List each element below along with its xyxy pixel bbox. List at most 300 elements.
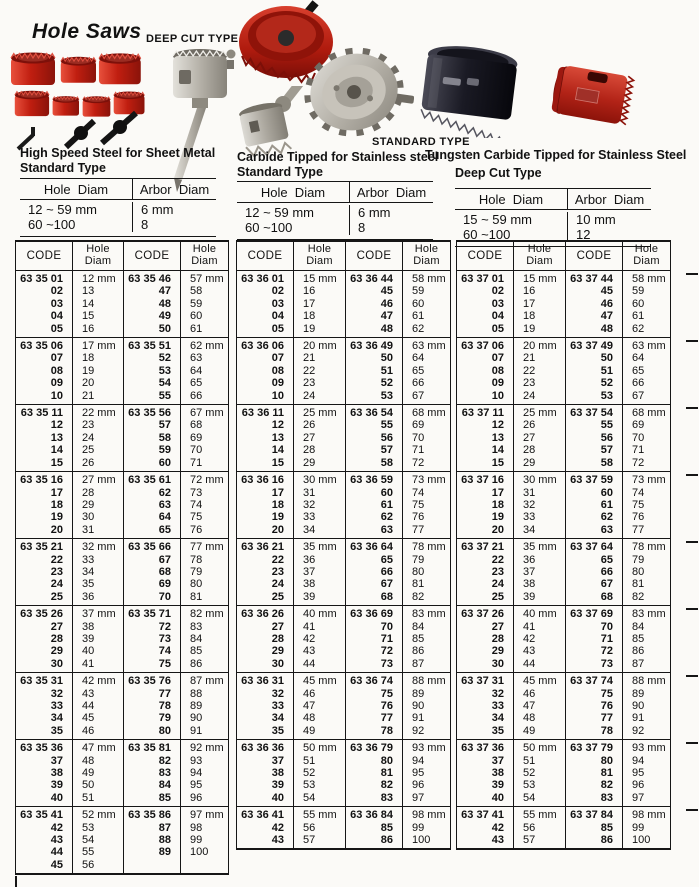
table-row: [237, 444, 451, 456]
hole-diam-cell: 27: [294, 432, 346, 444]
code-cell: 47: [346, 310, 403, 322]
hole-diam-cell: 55 mm: [294, 807, 346, 822]
code-cell: 63 37 49: [566, 338, 623, 353]
hole-diam-cell: 83 mm: [623, 606, 671, 621]
hole-diam-cell: 61: [403, 310, 451, 322]
code-cell: 10: [491, 389, 504, 402]
hole-diam-cell: 48: [514, 712, 566, 724]
hole-diam-cell: 47: [514, 700, 566, 712]
table-row: [457, 310, 671, 322]
code-block: [16, 807, 229, 875]
col-header-hole-diam: Hole Diam: [514, 241, 566, 271]
table-row: [237, 591, 451, 606]
hole-diam-cell: 26: [514, 419, 566, 431]
hole-diam-cell: 18: [73, 352, 124, 364]
hole-diam-cell: 71: [181, 457, 229, 472]
code-cell: 62: [124, 487, 181, 499]
spec-cell: 6 mm: [132, 202, 216, 217]
code-cell: 42: [271, 821, 284, 834]
hole-diam-cell: 62 mm: [181, 338, 229, 353]
table-row: [16, 621, 229, 633]
hole-diam-cell: 46: [514, 688, 566, 700]
section-heading-hss-1: High Speed Steel for Sheet Metal: [20, 146, 216, 160]
hole-diam-cell: 77: [403, 524, 451, 539]
code-cell: 85: [346, 822, 403, 834]
spec-row: [455, 212, 651, 227]
hole-diam-cell: 82: [403, 591, 451, 606]
hole-diam-cell: 60: [403, 298, 451, 310]
code-cell: 58: [124, 432, 181, 444]
hole-diam-cell: 86: [403, 645, 451, 657]
code-cell: 64: [124, 511, 181, 523]
hole-diam-cell: 42: [294, 633, 346, 645]
table-row: [237, 712, 451, 724]
code-cell: 73: [346, 658, 403, 673]
hole-diam-cell: 53: [73, 822, 124, 834]
code-block: [237, 673, 451, 740]
table-row: [457, 578, 671, 590]
code-cell: 63 35 41: [20, 809, 63, 822]
table-row: [237, 390, 451, 405]
code-cell: 05: [50, 322, 63, 335]
spec-cell: 8: [132, 217, 216, 232]
code-cell: 52: [124, 352, 181, 364]
code-cell: 63 36 41: [241, 809, 284, 822]
code-block: [237, 539, 451, 606]
table-row: [237, 298, 451, 310]
hole-diam-cell: 79: [623, 554, 671, 566]
table-row: [16, 673, 229, 688]
hole-diam-cell: 63: [181, 352, 229, 364]
table-header: [457, 241, 671, 271]
hole-diam-cell: 33: [73, 554, 124, 566]
code-cell: 63 36 44: [346, 271, 403, 286]
hole-diam-cell: [181, 859, 229, 874]
table-row: [16, 658, 229, 673]
table-row: [237, 338, 451, 353]
table-row: [237, 688, 451, 700]
spec-cell: 60 ~100: [245, 220, 293, 235]
hole-diam-cell: 97: [403, 792, 451, 807]
code-cell: 45: [50, 858, 63, 871]
scan-artifact-tick: [15, 876, 17, 887]
code-table-hss: [15, 240, 229, 875]
hole-diam-cell: 91: [181, 725, 229, 740]
hole-diam-cell: 43: [294, 645, 346, 657]
code-cell: 81: [346, 767, 403, 779]
hole-diam-cell: 25: [73, 444, 124, 456]
hole-diam-cell: 43: [514, 645, 566, 657]
hole-diam-cell: 90: [181, 712, 229, 724]
table-row: [457, 457, 671, 472]
hole-diam-cell: 90: [623, 700, 671, 712]
hole-diam-cell: 53: [294, 779, 346, 791]
hole-diam-cell: 32: [294, 499, 346, 511]
hole-diam-cell: 52 mm: [73, 807, 124, 822]
code-block: [457, 539, 671, 606]
hole-diam-cell: 24: [73, 432, 124, 444]
code-cell: 46: [346, 298, 403, 310]
code-cell: 79: [124, 712, 181, 724]
scan-artifact-dash: [686, 608, 698, 610]
code-cell: 02: [491, 285, 504, 298]
code-cell: 75: [346, 688, 403, 700]
code-cell: 56: [566, 432, 623, 444]
hole-diam-cell: 18: [514, 310, 566, 322]
table-row: [237, 310, 451, 322]
hole-diam-cell: 24: [294, 390, 346, 405]
code-cell: 63 37 41: [461, 809, 504, 822]
code-cell: 63 37 16: [461, 474, 504, 487]
hole-diam-cell: 19: [294, 323, 346, 338]
code-block: [16, 405, 229, 472]
code-cell: 63 36 31: [241, 675, 284, 688]
hole-diam-cell: 54: [514, 792, 566, 807]
table-row: [457, 645, 671, 657]
hole-diam-cell: 76: [403, 511, 451, 523]
hole-diam-cell: 88 mm: [623, 673, 671, 688]
code-cell: 42: [50, 821, 63, 834]
hole-diam-cell: 81: [623, 578, 671, 590]
col-header-code: CODE: [237, 241, 294, 271]
code-cell: 07: [50, 352, 63, 365]
code-cell: 17: [50, 486, 63, 499]
hole-diam-cell: 46: [294, 688, 346, 700]
table-row: [16, 390, 229, 405]
code-cell: 71: [566, 633, 623, 645]
code-cell: 69: [124, 578, 181, 590]
hole-diam-cell: 85: [623, 633, 671, 645]
hole-diam-cell: 99: [181, 834, 229, 846]
hole-diam-cell: 58 mm: [403, 271, 451, 286]
code-cell: 63: [346, 524, 403, 539]
code-cell: 76: [566, 700, 623, 712]
hole-diam-cell: 91: [623, 712, 671, 724]
code-cell: 63 36 36: [241, 742, 284, 755]
hole-diam-cell: 15: [73, 310, 124, 322]
table-row: [237, 432, 451, 444]
hole-diam-cell: 39: [294, 591, 346, 606]
hole-diam-cell: 41: [514, 621, 566, 633]
code-cell: 63 36 49: [346, 338, 403, 353]
tct-circular-cutter-image: [302, 40, 414, 144]
hole-diam-cell: 61: [181, 323, 229, 338]
table-row: [237, 755, 451, 767]
table-row: [16, 285, 229, 297]
code-cell: 75: [124, 658, 181, 673]
code-cell: 45: [566, 285, 623, 297]
hole-diam-cell: 65: [181, 377, 229, 389]
table-row: [457, 792, 671, 807]
table-row: [16, 271, 229, 286]
code-cell: 30: [271, 657, 284, 670]
hole-diam-cell: 13: [73, 285, 124, 297]
hole-diam-cell: 37: [514, 566, 566, 578]
hole-diam-cell: 69: [623, 419, 671, 431]
hole-diam-cell: 86: [623, 645, 671, 657]
hole-diam-cell: 47 mm: [73, 740, 124, 755]
code-cell: 60: [346, 487, 403, 499]
table-row: [16, 633, 229, 645]
table-row: [457, 822, 671, 834]
code-cell: 68: [566, 591, 623, 606]
table-row: [16, 859, 229, 874]
code-cell: 63 37 74: [566, 673, 623, 688]
code-cell: 61: [346, 499, 403, 511]
hole-diam-cell: 34: [514, 524, 566, 539]
hole-diam-cell: 94: [181, 767, 229, 779]
table-row: [16, 566, 229, 578]
hole-diam-cell: 19: [73, 365, 124, 377]
table-row: [237, 740, 451, 755]
code-cell: 63 36 69: [346, 606, 403, 621]
code-cell: 29: [50, 645, 63, 658]
code-cell: 51: [346, 365, 403, 377]
hole-diam-cell: 71: [403, 444, 451, 456]
code-cell: 63 35 36: [20, 742, 63, 755]
code-cell: 82: [566, 779, 623, 791]
table-row: [457, 271, 671, 286]
table-row: [457, 487, 671, 499]
code-cell: 23: [491, 565, 504, 578]
code-cell: 44: [50, 846, 63, 859]
code-cell: 13: [491, 431, 504, 444]
hole-diam-cell: 66: [403, 377, 451, 389]
section-heading-tct-2: Deep Cut Type: [455, 166, 542, 180]
hole-diam-cell: 54: [73, 834, 124, 846]
spec-header-hole-diam: Hole Diam: [478, 191, 544, 207]
hole-diam-cell: 31: [294, 487, 346, 499]
table-row: [237, 472, 451, 487]
hole-diam-cell: 32 mm: [73, 539, 124, 554]
hole-diam-cell: 98 mm: [623, 807, 671, 822]
code-cell: 09: [271, 377, 284, 390]
code-cell: 63 36 74: [346, 673, 403, 688]
table-header: [16, 241, 229, 271]
code-cell: 75: [566, 688, 623, 700]
hole-diam-cell: 82 mm: [181, 606, 229, 621]
hole-diam-cell: 38: [294, 578, 346, 590]
spec-header-arbor-diam: Arbor Diam: [349, 182, 433, 202]
hole-diam-cell: 22: [514, 365, 566, 377]
code-cell: 50: [124, 323, 181, 338]
code-cell: 08: [271, 364, 284, 377]
table-row: [457, 591, 671, 606]
hole-diam-cell: 78: [181, 554, 229, 566]
code-cell: 63 37 06: [461, 340, 504, 353]
code-cell: 77: [346, 712, 403, 724]
code-cell: 89: [124, 846, 181, 858]
table-row: [457, 566, 671, 578]
code-block: [16, 740, 229, 807]
hole-diam-cell: 21: [294, 352, 346, 364]
code-cell: 24: [271, 578, 284, 591]
table-row: [16, 725, 229, 740]
code-cell: 35: [50, 724, 63, 737]
code-cell: 63 35 51: [124, 338, 181, 353]
col-header-hole-diam: Hole Diam: [294, 241, 346, 271]
hole-diam-cell: 41: [294, 621, 346, 633]
code-cell: 14: [491, 444, 504, 457]
table-row: [237, 792, 451, 807]
hole-diam-cell: 60: [181, 310, 229, 322]
table-row: [457, 834, 671, 849]
code-cell: 66: [566, 566, 623, 578]
scan-artifact-dash: [686, 340, 698, 342]
hole-diam-cell: 50 mm: [294, 740, 346, 755]
code-cell: 63 37 01: [461, 273, 504, 285]
table-row: [237, 352, 451, 364]
code-cell: 77: [124, 688, 181, 700]
hole-diam-cell: 35 mm: [294, 539, 346, 554]
spec-table-hss: [20, 178, 216, 237]
code-cell: 03: [50, 297, 63, 310]
hole-diam-cell: 29: [514, 457, 566, 472]
table-row: [16, 298, 229, 310]
hole-diam-cell: 56: [73, 859, 124, 874]
spec-row: [237, 205, 433, 220]
code-cell: 63 37 31: [461, 675, 504, 688]
hole-diam-cell: 53: [514, 779, 566, 791]
code-cell: 63 35 61: [124, 472, 181, 487]
code-cell: 65: [346, 554, 403, 566]
table-row: [237, 807, 451, 822]
spec-row: [20, 202, 216, 217]
code-cell: 18: [50, 498, 63, 511]
hole-diam-cell: 39: [73, 633, 124, 645]
code-cell: 04: [491, 310, 504, 323]
code-cell: 24: [50, 578, 63, 591]
hole-diam-cell: 16: [294, 285, 346, 297]
table-row: [457, 365, 671, 377]
table-row: [457, 725, 671, 740]
spec-cell: 60 ~100: [463, 227, 511, 242]
table-row: [237, 554, 451, 566]
hole-diam-cell: 97 mm: [181, 807, 229, 822]
code-cell: 38: [491, 767, 504, 780]
hole-diam-cell: 47: [294, 700, 346, 712]
code-cell: 67: [124, 554, 181, 566]
hole-diam-cell: 52: [294, 767, 346, 779]
table-row: [237, 539, 451, 554]
col-header-code: CODE: [566, 241, 623, 271]
hole-diam-cell: 45: [73, 712, 124, 724]
hole-diam-cell: 38: [73, 621, 124, 633]
code-cell: 83: [346, 792, 403, 807]
table-header: [237, 241, 451, 271]
hole-diam-cell: 30 mm: [294, 472, 346, 487]
spec-header-row: [20, 179, 216, 200]
code-block: [457, 740, 671, 807]
hole-diam-cell: 15 mm: [294, 271, 346, 286]
hole-diam-cell: 36: [294, 554, 346, 566]
hole-diam-cell: 40: [73, 645, 124, 657]
code-table-tct: [456, 240, 671, 850]
table-row: [457, 658, 671, 673]
code-cell: 47: [124, 285, 181, 297]
code-block: [16, 606, 229, 673]
hole-diam-cell: 83: [181, 621, 229, 633]
code-cell: 66: [346, 566, 403, 578]
col-header-hole-diam: Hole Diam: [623, 241, 671, 271]
code-cell: 55: [346, 419, 403, 431]
table-row: [16, 822, 229, 834]
code-cell: 37: [50, 754, 63, 767]
hole-diam-cell: 80: [403, 566, 451, 578]
table-row: [16, 352, 229, 364]
code-cell: 35: [491, 724, 504, 737]
code-cell: 25: [50, 590, 63, 603]
hole-diam-cell: 54: [294, 792, 346, 807]
table-row: [16, 338, 229, 353]
hole-diam-cell: 30 mm: [514, 472, 566, 487]
hole-diam-cell: 50 mm: [514, 740, 566, 755]
hole-diam-cell: 79: [403, 554, 451, 566]
hole-diam-cell: 51: [73, 792, 124, 807]
code-cell: 81: [566, 767, 623, 779]
hole-diam-cell: 44: [514, 658, 566, 673]
code-cell: 43: [50, 834, 63, 847]
code-cell: 56: [346, 432, 403, 444]
hole-diam-cell: 51: [514, 755, 566, 767]
hole-diam-cell: 73 mm: [623, 472, 671, 487]
spec-header-row: [237, 182, 433, 203]
table-row: [16, 511, 229, 523]
code-cell: 63 35 46: [124, 271, 181, 286]
code-cell: 63 36 79: [346, 740, 403, 755]
code-cell: 40: [491, 791, 504, 804]
code-cell: 08: [491, 364, 504, 377]
hole-diam-cell: 89: [403, 688, 451, 700]
code-cell: 43: [271, 834, 284, 847]
table-row: [16, 444, 229, 456]
hole-diam-cell: 28: [294, 444, 346, 456]
table-row: [16, 487, 229, 499]
hole-diam-cell: 44: [294, 658, 346, 673]
code-cell: 05: [271, 322, 284, 335]
table-row: [16, 846, 229, 858]
code-cell: 80: [124, 725, 181, 740]
hole-diam-cell: 37: [294, 566, 346, 578]
code-block: [237, 405, 451, 472]
hole-diam-cell: 16: [73, 323, 124, 338]
code-cell: 05: [491, 322, 504, 335]
table-row: [237, 271, 451, 286]
hole-diam-cell: 36: [514, 554, 566, 566]
hole-diam-cell: 90: [403, 700, 451, 712]
table-row: [237, 779, 451, 791]
code-cell: 60: [124, 457, 181, 472]
hole-diam-cell: 98: [181, 822, 229, 834]
code-cell: 28: [271, 632, 284, 645]
code-table-carbide: [236, 240, 451, 850]
code-cell: 18: [271, 498, 284, 511]
code-cell: 63 36 26: [241, 608, 284, 621]
code-cell: 63 35 81: [124, 740, 181, 755]
code-cell: 35: [271, 724, 284, 737]
code-cell: 27: [271, 620, 284, 633]
code-cell: 15: [491, 456, 504, 469]
table-row: [457, 807, 671, 822]
spec-cell: 10 mm: [567, 212, 651, 227]
page-title: Hole Saws: [32, 20, 142, 43]
hole-diam-cell: 92 mm: [181, 740, 229, 755]
code-cell: 48: [124, 298, 181, 310]
table-row: [16, 712, 229, 724]
col-header-code: CODE: [124, 241, 181, 271]
hole-diam-cell: 45 mm: [294, 673, 346, 688]
spec-cell: 60 ~100: [28, 217, 76, 232]
